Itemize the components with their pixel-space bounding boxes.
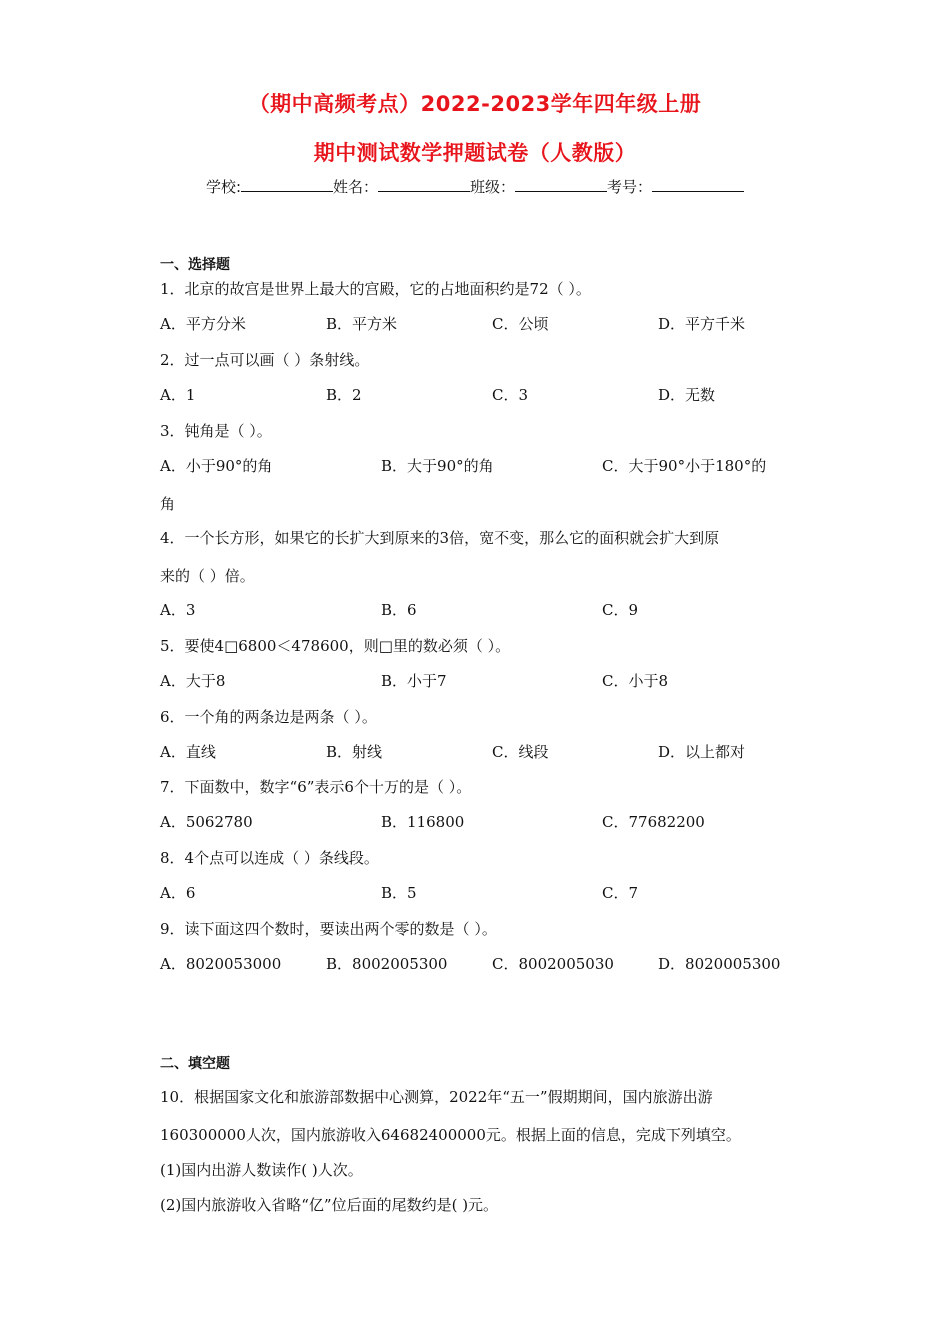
question-4-stem-continued: 来的（ ）倍。 [160,567,255,585]
question-9-stem: 9．读下面这四个数时，要读出两个零的数是（ ）。 [160,920,497,938]
exam-title-line1: （期中高频考点）2022-2023学年四年级上册 [248,92,702,116]
question-7-option-a: A．5062780 [160,813,253,831]
question-6-option-c: C．线段 [492,743,549,761]
section-heading-choice: 一、选择题 [160,257,230,273]
question-10-line1: 10．根据国家文化和旅游部数据中心测算，2022年“五一”假期期间，国内旅游出游 [160,1088,713,1106]
question-5-option-a: A．大于8 [160,672,226,690]
question-1-option-a: A．平方分米 [160,315,246,333]
class-blank[interactable] [515,177,607,192]
question-3-option-b: B．大于90°的角 [381,457,494,475]
question-6-option-d: D．以上都对 [658,743,746,761]
school-blank[interactable] [241,177,333,192]
exam-no-blank[interactable] [652,177,744,192]
question-9-option-b: B．8002005300 [326,955,448,973]
question-3-option-a: A．小于90°的角 [160,457,273,475]
question-1-option-c: C．公顷 [492,315,549,333]
question-5-stem: 5．要使4□6800＜478600，则□里的数必须（ ）。 [160,637,511,655]
question-1-option-b: B．平方米 [326,315,398,333]
exam-no-label: 考号： [607,178,653,196]
exam-title-line2: 期中测试数学押题试卷（人教版） [313,141,637,165]
question-1-option-d: D．平方千米 [658,315,746,333]
question-5-option-b: B．小于7 [381,672,447,690]
name-blank[interactable] [378,177,470,192]
question-7-stem: 7．下面数中，数字“6”表示6个十万的是（ ）。 [160,778,472,796]
question-9-option-a: A．8020053000 [160,955,282,973]
question-6-option-a: A．直线 [160,743,216,761]
question-3-option-c: C．大于90°小于180°的 [602,457,767,475]
question-6-option-b: B．射线 [326,743,383,761]
question-2-option-a: A．1 [160,386,196,404]
section-heading-fill-blank: 二、填空题 [160,1056,230,1072]
question-7-option-c: C．77682200 [602,813,705,831]
question-2-option-c: C．3 [492,386,529,404]
question-8-option-c: C．7 [602,884,639,902]
question-7-option-b: B．116800 [381,813,465,831]
question-2-option-d: D．无数 [658,386,716,404]
question-8-option-b: B．5 [381,884,417,902]
question-2-option-b: B．2 [326,386,362,404]
question-9-option-d: D．8020005300 [658,955,781,973]
question-4-option-c: C．9 [602,601,639,619]
question-8-option-a: A．6 [160,884,196,902]
question-1-stem: 1．北京的故宫是世界上最大的宫殿，它的占地面积约是72（ ）。 [160,280,591,298]
question-9-option-c: C．8002005030 [492,955,614,973]
question-10-sub1: (1)国内出游人数读作( )人次。 [160,1161,363,1179]
school-label: 学校: [205,178,241,196]
question-4-stem: 4．一个长方形，如果它的长扩大到原来的3倍，宽不变，那么它的面积就会扩大到原 [160,529,720,547]
question-10-sub2: (2)国内旅游收入省略“亿”位后面的尾数约是( )元。 [160,1196,499,1214]
question-3-option-c-wrap: 角 [160,495,176,513]
name-label: 姓名： [333,178,379,196]
question-2-stem: 2．过一点可以画（ ）条射线。 [160,351,370,369]
question-4-option-a: A．3 [160,601,196,619]
student-info-row [0,176,950,197]
question-5-option-c: C．小于8 [602,672,669,690]
question-6-stem: 6．一个角的两条边是两条（ ）。 [160,708,377,726]
question-8-stem: 8．4个点可以连成（ ）条线段。 [160,849,379,867]
question-4-option-b: B．6 [381,601,417,619]
class-label: 班级： [470,178,516,196]
question-10-line2: 160300000人次，国内旅游收入64682400000元。根据上面的信息，完成下列填空。 [160,1126,741,1144]
question-3-stem: 3．钝角是（ ）。 [160,422,272,440]
